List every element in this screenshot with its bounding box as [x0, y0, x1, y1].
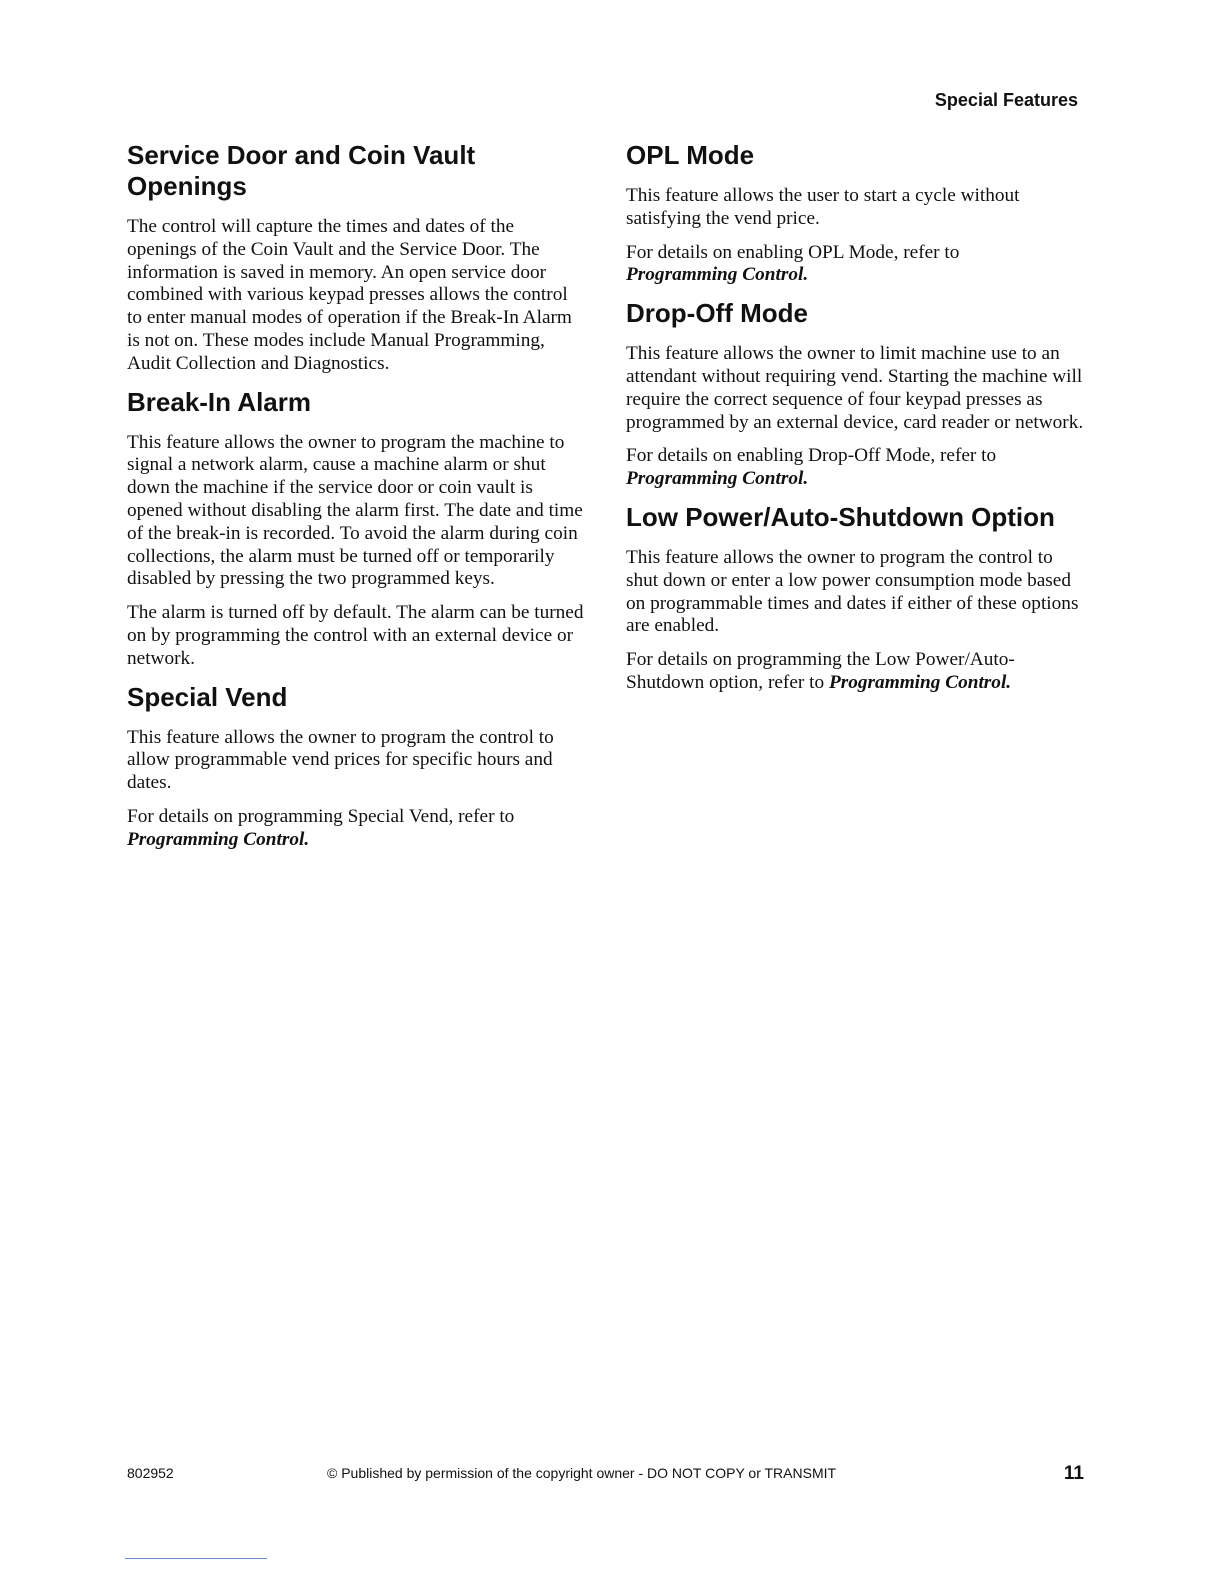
section-break-in-alarm: [127, 387, 585, 671]
paragraph: This feature allows the owner to program the machine to signal a network alarm, cause a machine alarm or shut down the machine if the service door or coin vault is opened without disabling the alarm first. The date and time of the break-in is recorded. To avoid the alarm during coin collections, the alarm must be turned off or temporarily disabled by pressing the two programmed keys.: [127, 431, 583, 590]
reference-paragraph: [626, 445, 1084, 491]
right-column: [626, 140, 1084, 706]
reference-paragraph: [127, 806, 585, 852]
page-number: 11: [1063, 1463, 1084, 1484]
footer-doc-number: 802952: [127, 1465, 174, 1481]
paragraph: The alarm is turned off by default. The alarm can be turned on by programming the control with an external device or network.: [127, 602, 584, 669]
reference-link: Programming Control.: [626, 468, 809, 490]
section-heading: Low Power/Auto-Shutdown Option: [626, 501, 1055, 532]
section-heading: Drop-Off Mode: [626, 298, 808, 329]
reference-text: For details on enabling OPL Mode, refer to: [626, 241, 960, 263]
section-heading: Break-In Alarm: [127, 386, 311, 417]
section-opl-mode: [626, 140, 1084, 287]
reference-text: For details on enabling Drop-Off Mode, refer to: [626, 445, 997, 467]
section-heading: OPL Mode: [626, 140, 755, 170]
paragraph: This feature allows the owner to limit machine use to an attendant without requiring vend. Starting the machine will require the correct sequence of four keypad presses as programmed by an external device, card reader or network.: [626, 343, 1084, 433]
reference-link: Programming Control.: [127, 828, 310, 850]
footer-divider: [125, 1558, 267, 1559]
reference-link: Programming Control.: [828, 671, 1012, 693]
reference-paragraph: [626, 242, 1084, 288]
reference-paragraph: [626, 649, 1084, 695]
section-low-power: [626, 502, 1084, 695]
section-special-vend: [127, 682, 585, 852]
reference-text: For details on programming Special Vend, refer to: [127, 805, 515, 827]
section-heading: Special Vend: [127, 681, 288, 712]
reference-link: Programming Control.: [626, 264, 809, 286]
section-service-door: [127, 140, 585, 376]
left-column: [127, 140, 585, 863]
paragraph: This feature allows the owner to program the control to shut down or enter a low power consumption mode based on programmable times and dates if either of these options are enabled.: [626, 546, 1079, 637]
section-heading: Service Door and Coin Vault Openings: [127, 140, 476, 201]
footer-copyright: © Published by permission of the copyright owner - DO NOT COPY or TRANSMIT: [327, 1465, 837, 1481]
section-drop-off-mode: [626, 298, 1084, 491]
paragraph: The control will capture the times and dates of the openings of the Coin Vault and the Service Door. The information is saved in memory. An open service door combined with various keypad presses allows the control to enter manual modes of operation if the Break-In Alarm is not on. These modes include Manual Programming, Audit Collection and Diagnostics.: [127, 216, 572, 374]
running-header: Special Features: [934, 90, 1078, 110]
reference-text: For details on programming the Low Power/Auto-Shutdown option, refer to: [626, 649, 1015, 693]
paragraph: This feature allows the user to start a cycle without satisfying the vend price.: [626, 185, 1020, 229]
paragraph: This feature allows the owner to program the control to allow programmable vend prices for specific hours and dates.: [127, 726, 554, 794]
